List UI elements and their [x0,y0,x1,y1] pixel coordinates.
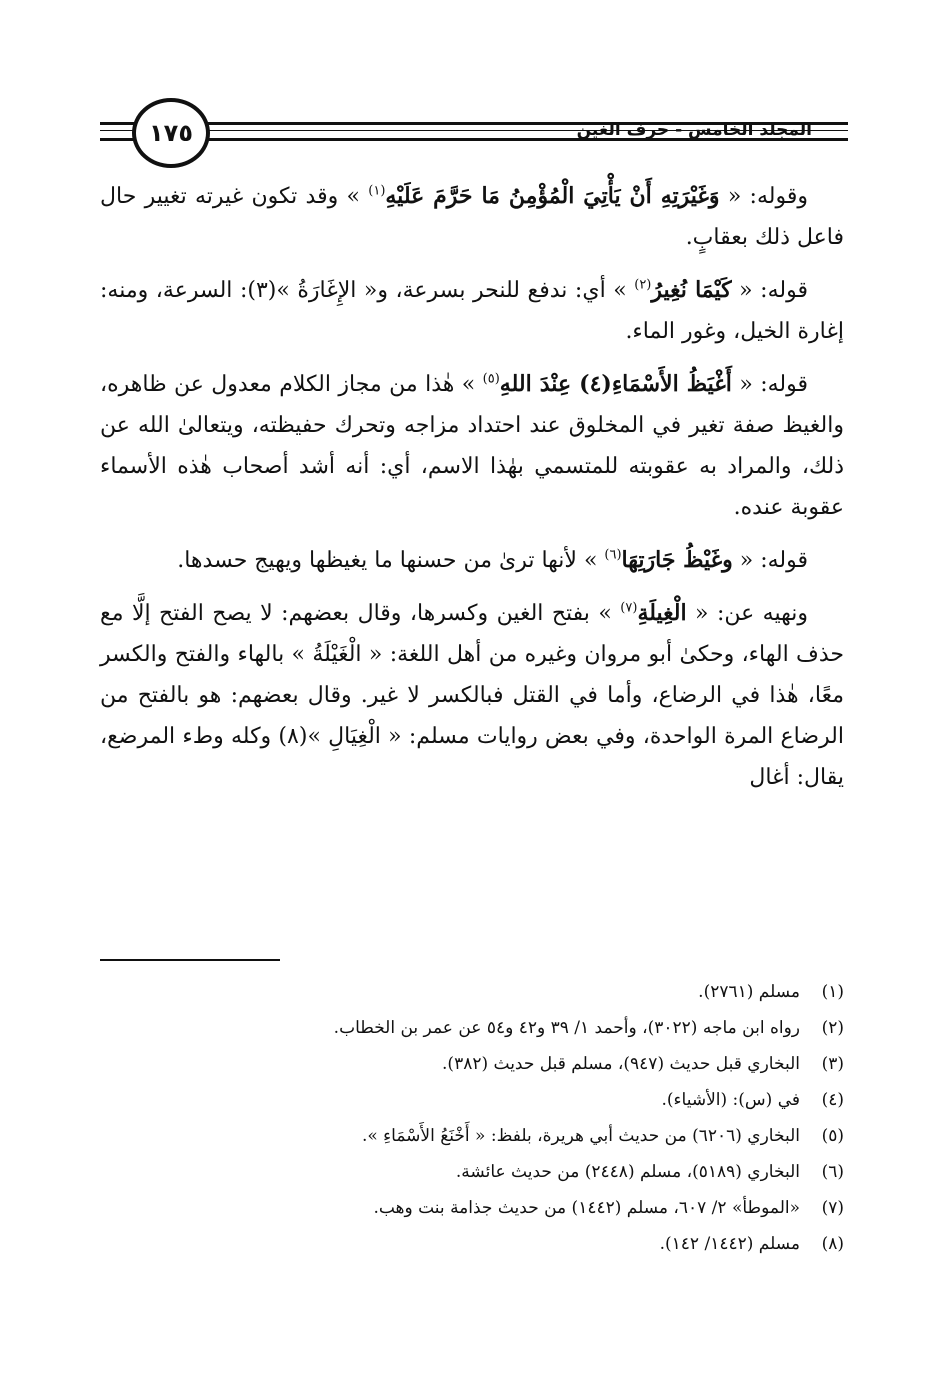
footnote-number: (٨) [821,1234,844,1254]
paragraph-3 [100,364,844,528]
paragraph-1 [100,176,844,258]
footnote [100,1226,844,1262]
footnote-ref: (١) [368,183,386,199]
para-lead: قوله: « [731,372,808,397]
page-number [132,98,210,168]
para-text: » لأنها ترىٰ من حسنها ما يغيظها ويهيج حسدها. [177,548,605,573]
para-text: » بفتح الغين وكسرها، وقال بعضهم: لا يصح الفتح إلَّا مع حذف الهاء، وحكىٰ أبو مروان وغيره من أهل اللغة: « الْغَيْلَةُ » بالهاء والفتح والكسر معًا، هٰذا في الرضاع، وأما في القتل فبالكسر لا غير. وقال بعضهم: هو بالفتح من الرضاع المرة الواحدة، وفي بعض روايات مسلم: « الْغِيَالِ »(٨) وكله وطء المرضع، يقال: أغال [100,601,844,790]
footnote-ref: (٦) [604,547,622,563]
footnote-number: (٢) [821,1018,844,1038]
hadith-quote: أَغْيَظُ الأَسْمَاءِ(٤) عِنْدَ اللهِ [499,371,732,397]
footnote-number: (٧) [821,1198,844,1218]
left-rule-top [100,122,134,125]
footnote-number: (٣) [821,1054,844,1074]
page-header [100,98,848,170]
footnote [100,974,844,1010]
footnote-text: البخاري (٦٢٠٦) من حديث أبي هريرة، بلفظ: « أَخْنَعُ الأَسْمَاءِ ». [361,1126,800,1146]
hadith-quote: وغَيْظُ جَارَتِهَا [621,547,733,573]
hadith-quote: كَيْمَا نُغِيرُ [651,277,732,303]
para-lead: قوله: « [731,278,808,303]
paragraph-5 [100,593,844,798]
left-rule-mid [100,130,134,131]
header-title: المجلد الخامس - حرف الغين [576,120,812,140]
footnote-text: البخاري (٥١٨٩)، مسلم (٢٤٤٨) من حديث عائشة. [455,1162,800,1182]
para-lead: ونهيه عن: « [686,601,809,626]
page-number-text: ١٧٥ [149,119,193,147]
footnote-ref: (٥) [482,371,500,387]
paragraph-4 [100,540,844,581]
footnote-text: «الموطأ» ٢/ ٦٠٧، مسلم (١٤٤٢) من حديث جذامة بنت وهب. [373,1198,800,1218]
para-lead: قوله: « [732,548,808,573]
para-text: » وقد تكون غيرته تغيير حال فاعل ذلك بعقابٍ. [100,184,844,250]
footnote-text: البخاري قبل حديث (٩٤٧)، مسلم قبل حديث (٣٨٢). [442,1054,800,1074]
footnote [100,1010,844,1046]
left-rule-bottom [100,138,134,141]
footnote-number: (٦) [821,1162,844,1182]
paragraph-2 [100,270,844,352]
footnote-number: (٤) [821,1090,844,1110]
para-text: » هٰذا من مجاز الكلام معدول عن ظاهره، والغيظ صفة تغير في المخلوق عند احتداد مزاجه وتحرك حفيظته، ويتعالىٰ الله عن ذلك، والمراد به عقوبته للمتسمي بهٰذا الاسم، أي: أنه أشد أصحاب هٰذه الأسماء عقوبة عنده. [100,372,844,520]
footnote-number: (٥) [821,1126,844,1146]
footnote-separator [100,959,280,961]
footnote-text: مسلم (١٤٤٢/ ١٤٢). [659,1234,800,1254]
footnote-text: في (س): (الأشياء). [661,1090,800,1110]
footnote [100,1154,844,1190]
footnote [100,1046,844,1082]
hadith-quote: وَغَيْرَتِهِ أَنْ يَأْتِيَ الْمُؤْمِنُ مَا حَرَّمَ عَلَيْهِ [385,183,720,209]
hadith-quote: الْغِيلَةِ [637,600,687,626]
footnote [100,1190,844,1226]
footnote [100,1118,844,1154]
footnote-ref: (٧) [620,600,638,616]
footnote-text: مسلم (٢٧٦١). [698,982,800,1002]
para-text: » أي: ندفع للنحر بسرعة، و« الإِغَارَةُ »(٣): السرعة، ومنه: إغارة الخيل، وغور الماء. [100,278,844,344]
footnotes [100,974,844,1262]
para-lead: وقوله: « [719,184,808,209]
footnote-number: (١) [821,982,844,1002]
footnote-ref: (٢) [634,277,652,293]
main-text [100,176,844,810]
footnote-text: رواه ابن ماجه (٣٠٢٢)، وأحمد ١/ ٣٩ و٤٢ و٥٤ عن عمر بن الخطاب. [333,1018,800,1038]
footnote [100,1082,844,1118]
